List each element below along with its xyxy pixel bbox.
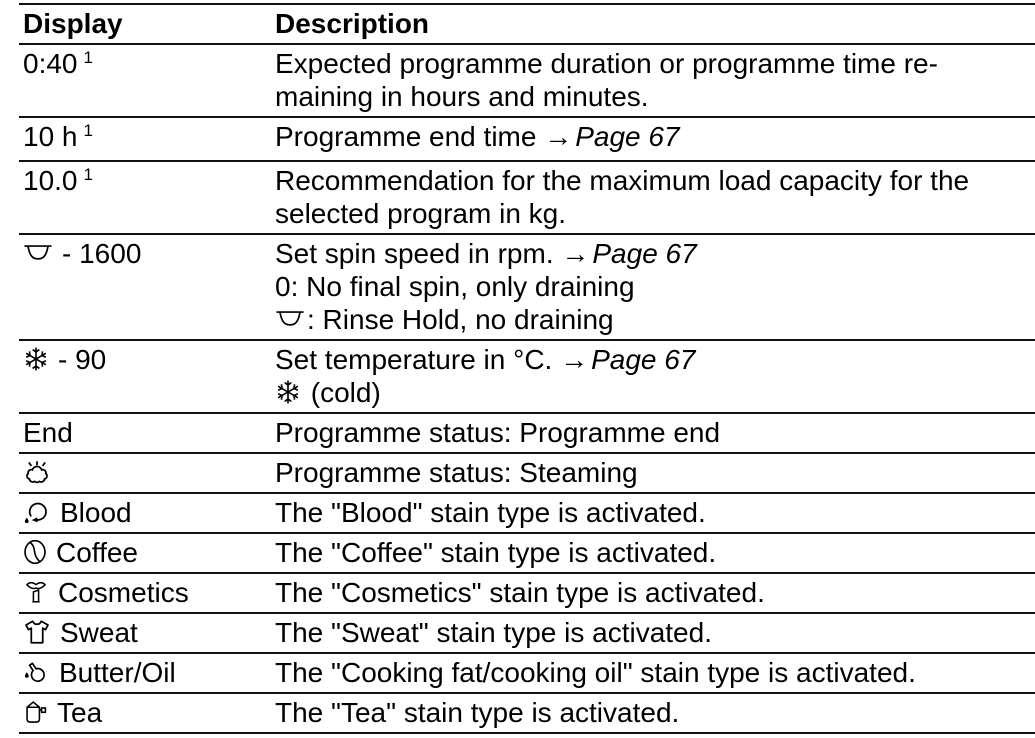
display-text: Sweat: [60, 617, 138, 648]
text-segment: : Rinse Hold, no draining: [307, 304, 614, 335]
description-cell: [275, 237, 1035, 336]
table-row: [19, 494, 1035, 534]
description-cell: [275, 456, 1035, 489]
text-segment: The "Tea" stain type is activated.: [275, 697, 680, 728]
text-segment: Programme status: Programme end: [275, 417, 721, 448]
display-text: - 90: [58, 344, 107, 375]
text-segment: Programme end time: [275, 121, 545, 152]
description-cell: [275, 616, 1035, 649]
description-cell: [275, 496, 1035, 529]
description-line: [275, 197, 1035, 230]
table-row: [19, 654, 1035, 694]
table-row: [19, 118, 1035, 162]
display-cell: [19, 656, 275, 689]
description-cell: [275, 576, 1035, 609]
table-row: [19, 574, 1035, 614]
footnote-marker: 1: [83, 48, 93, 67]
display-cell: [19, 696, 275, 729]
description-cell: [275, 120, 1035, 153]
arrow-glyph: →: [561, 238, 590, 269]
description-cell: [275, 164, 1035, 230]
text-segment: Recommendation for the maximum load capacity for the: [275, 165, 970, 196]
display-text: - 1600: [62, 238, 142, 269]
footnote-marker: 1: [83, 165, 93, 184]
description-line: [275, 536, 1035, 569]
description-line: [275, 270, 1035, 303]
spin-tub-icon: [23, 244, 53, 261]
display-cell: [19, 237, 275, 270]
description-line: [275, 416, 1035, 449]
spin-tub-icon: [275, 310, 305, 327]
column-header-description: Description: [275, 8, 430, 39]
display-cell: [19, 496, 275, 529]
page-reference: Page 67: [575, 121, 680, 152]
text-segment: selected program in kg.: [275, 198, 567, 229]
display-text: 10.0: [23, 165, 78, 196]
table-row: [19, 162, 1035, 235]
text-segment: Programme status: Steaming: [275, 457, 638, 488]
column-header-display: Display: [23, 8, 123, 39]
snowflake-icon: [23, 346, 49, 372]
display-cell: [19, 616, 275, 649]
description-line: [275, 120, 1035, 153]
text-segment: Set temperature in °C.: [275, 344, 561, 375]
display-cell: [19, 416, 275, 449]
snowflake-icon: [275, 379, 301, 405]
display-text: Butter/Oil: [59, 657, 176, 688]
display-text: Coffee: [56, 537, 138, 568]
display-cell: [19, 576, 275, 609]
description-line: [275, 303, 1035, 336]
description-line: [275, 616, 1035, 649]
blood-stain-icon: [23, 498, 51, 526]
oil-jug-icon: [23, 658, 50, 685]
display-text: Cosmetics: [58, 577, 189, 608]
text-segment: maining in hours and minutes.: [275, 81, 649, 112]
text-segment: The "Cosmetics" stain type is activated.: [275, 577, 765, 608]
table-body: [19, 45, 1035, 734]
display-cell: [19, 47, 275, 84]
description-cell: [275, 343, 1035, 409]
description-line: [275, 164, 1035, 197]
display-cell: [19, 343, 275, 376]
page-reference: Page 67: [592, 238, 697, 269]
description-cell: [275, 536, 1035, 569]
display-cell: [19, 164, 275, 201]
description-cell: [275, 656, 1035, 689]
display-text: End: [23, 417, 73, 448]
table-row: [19, 694, 1035, 734]
text-segment: (cold): [303, 377, 381, 408]
description-line: [275, 237, 1035, 270]
table-row: [19, 341, 1035, 414]
display-cell: [19, 536, 275, 569]
table-row: [19, 534, 1035, 574]
description-line: [275, 47, 1035, 80]
display-text: 0:40: [23, 48, 78, 79]
cosmetics-lipstick-icon: [23, 578, 49, 605]
page-reference: Page 67: [591, 344, 696, 375]
table-row: [19, 414, 1035, 454]
display-text: 10 h: [23, 121, 78, 152]
display-cell: [19, 120, 275, 157]
text-segment: The "Cooking fat/cooking oil" stain type is activated.: [275, 657, 916, 688]
teabag-icon: [23, 698, 48, 725]
coffee-bean-icon: [23, 539, 47, 565]
description-line: [275, 376, 1035, 409]
display-cell: [19, 456, 275, 489]
arrow-glyph: →: [544, 121, 573, 152]
table-row: [19, 235, 1035, 341]
description-line: [275, 696, 1035, 729]
text-segment: Set spin speed in rpm.: [275, 238, 562, 269]
description-line: [275, 656, 1035, 689]
text-segment: The "Sweat" stain type is activated.: [275, 617, 712, 648]
description-line: [275, 496, 1035, 529]
display-description-table: [19, 3, 1035, 734]
text-segment: 0: No final spin, only draining: [275, 271, 635, 302]
description-line: [275, 343, 1035, 376]
table-header-row: [19, 5, 1035, 45]
steam-icon: [23, 458, 51, 486]
description-line: [275, 576, 1035, 609]
arrow-glyph: →: [560, 344, 589, 375]
display-text: Tea: [57, 697, 103, 728]
table-row: [19, 614, 1035, 654]
table-row: [19, 45, 1035, 118]
description-line: [275, 80, 1035, 113]
text-segment: Expected programme duration or programme time re-: [275, 48, 938, 79]
footnote-marker: 1: [83, 121, 93, 140]
text-segment: The "Blood" stain type is activated.: [275, 497, 706, 528]
description-cell: [275, 47, 1035, 113]
description-cell: [275, 696, 1035, 729]
description-cell: [275, 416, 1035, 449]
tshirt-sweat-icon: [23, 619, 51, 645]
table-row: [19, 454, 1035, 494]
description-line: [275, 456, 1035, 489]
display-text: Blood: [60, 497, 132, 528]
text-segment: The "Coffee" stain type is activated.: [275, 537, 717, 568]
